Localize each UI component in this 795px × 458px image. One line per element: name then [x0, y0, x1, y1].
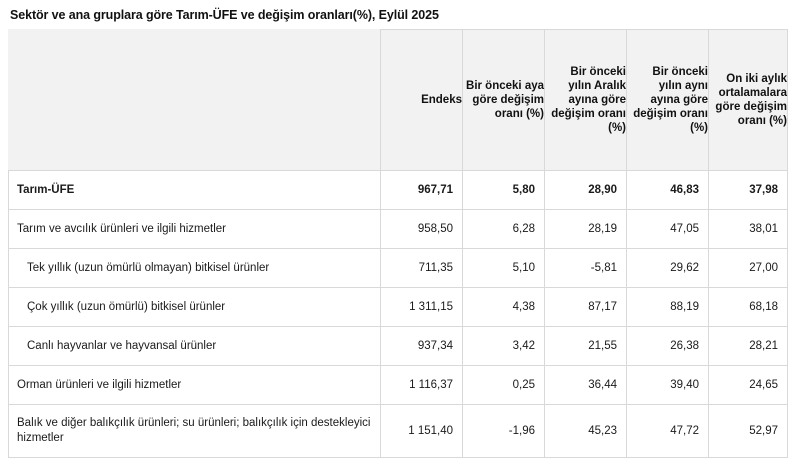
table-body [9, 171, 788, 458]
cell-endeks: 1 116,37 [381, 366, 463, 405]
table-row [9, 288, 788, 327]
column-header-monthly-change: Bir önceki aya göre değişim oranı (%) [463, 30, 545, 171]
cell-yillik: 39,40 [627, 366, 709, 405]
cell-aylik: 4,38 [463, 288, 545, 327]
cell-aralik: -5,81 [545, 249, 627, 288]
column-header-twelve-month-average-change: On iki aylık ortalamalara göre değişim oranı (%) [709, 30, 788, 171]
cell-aylik: 3,42 [463, 327, 545, 366]
cell-yillik: 29,62 [627, 249, 709, 288]
cell-yillik: 26,38 [627, 327, 709, 366]
column-header-endeks: Endeks [381, 30, 463, 171]
row-label: Tarım-ÜFE [9, 171, 381, 210]
row-label: Tek yıllık (uzun ömürlü olmayan) bitkisel ürünler [9, 249, 381, 288]
cell-ortalama: 24,65 [709, 366, 788, 405]
row-label: Tarım ve avcılık ürünleri ve ilgili hizmetler [9, 210, 381, 249]
cell-ortalama: 68,18 [709, 288, 788, 327]
cell-yillik: 46,83 [627, 171, 709, 210]
cell-yillik: 88,19 [627, 288, 709, 327]
table-row [9, 366, 788, 405]
cell-yillik: 47,72 [627, 405, 709, 458]
cell-aylik: 6,28 [463, 210, 545, 249]
table-row [9, 171, 788, 210]
table-row [9, 210, 788, 249]
cell-aralik: 28,90 [545, 171, 627, 210]
column-header-december-change: Bir önceki yılın Aralık ayına göre değişim oranı (%) [545, 30, 627, 171]
cell-aralik: 36,44 [545, 366, 627, 405]
cell-aralik: 21,55 [545, 327, 627, 366]
cell-aylik: 5,80 [463, 171, 545, 210]
cell-endeks: 967,71 [381, 171, 463, 210]
row-label: Orman ürünleri ve ilgili hizmetler [9, 366, 381, 405]
row-label: Canlı hayvanlar ve hayvansal ürünler [9, 327, 381, 366]
price-index-table [8, 29, 788, 458]
cell-ortalama: 38,01 [709, 210, 788, 249]
cell-endeks: 1 151,40 [381, 405, 463, 458]
cell-endeks: 711,35 [381, 249, 463, 288]
row-label: Balık ve diğer balıkçılık ürünleri; su ürünleri; balıkçılık için destekleyici hizmetler [9, 405, 381, 458]
cell-endeks: 1 311,15 [381, 288, 463, 327]
cell-endeks: 958,50 [381, 210, 463, 249]
cell-endeks: 937,34 [381, 327, 463, 366]
column-header-label [9, 30, 381, 171]
cell-aylik: -1,96 [463, 405, 545, 458]
cell-yillik: 47,05 [627, 210, 709, 249]
cell-ortalama: 28,21 [709, 327, 788, 366]
cell-ortalama: 52,97 [709, 405, 788, 458]
cell-ortalama: 27,00 [709, 249, 788, 288]
table-row [9, 249, 788, 288]
cell-aylik: 5,10 [463, 249, 545, 288]
cell-aylik: 0,25 [463, 366, 545, 405]
row-label: Çok yıllık (uzun ömürlü) bitkisel ürünler [9, 288, 381, 327]
cell-aralik: 45,23 [545, 405, 627, 458]
cell-aralik: 87,17 [545, 288, 627, 327]
page-title: Sektör ve ana gruplara göre Tarım-ÜFE ve değişim oranları(%), Eylül 2025 [10, 8, 439, 22]
table-row [9, 327, 788, 366]
cell-aralik: 28,19 [545, 210, 627, 249]
table-header [9, 30, 788, 171]
column-header-annual-change: Bir önceki yılın aynı ayına göre değişim oranı (%) [627, 30, 709, 171]
table-header-row [9, 30, 788, 171]
cell-ortalama: 37,98 [709, 171, 788, 210]
table-row [9, 405, 788, 458]
